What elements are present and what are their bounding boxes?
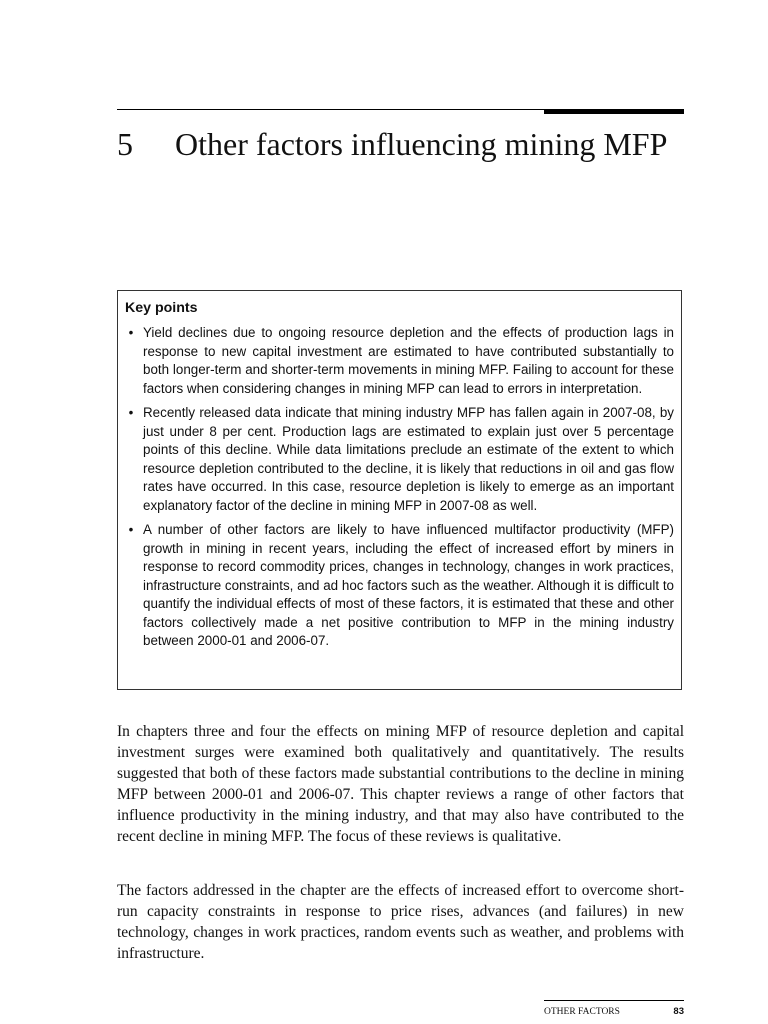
- page-number: 83: [673, 1006, 684, 1017]
- key-point-text: Recently released data indicate that mining industry MFP has fallen again in 2007-08, by just under 8 per cent. Production lags are estimated to explain just over 5 percentage points of this decline. While data limitations preclude an estimate of the extent to which resource depletion contributed to the decline, it is likely that reductions in oil and gas flow rates have occurred. In this case, resource depletion is likely to emerge as an important explanatory factor of the decline in mining MFP in 2007-08 as well.: [143, 405, 674, 513]
- chapter-number: 5: [117, 126, 133, 162]
- chapter-title: Other factors influencing mining MFP: [175, 126, 668, 162]
- footer-section-title: OTHER FACTORS: [544, 1007, 620, 1017]
- key-point-item: [125, 404, 674, 515]
- header-rule: [117, 109, 544, 110]
- body-paragraph: The factors addressed in the chapter are the effects of increased effort to overcome short-run capacity constraints in response to price rises, advances (and failures) in new technology, changes in work practices, random events such as weather, and problems with infrastructure.: [117, 882, 684, 962]
- key-points-list: [125, 324, 674, 651]
- chapter-heading: [117, 126, 684, 162]
- bullet-icon: •: [128, 325, 134, 340]
- bullet-icon: •: [128, 405, 134, 420]
- key-point-item: [125, 521, 674, 651]
- header-rule-accent: [544, 109, 684, 114]
- bullet-icon: •: [128, 522, 134, 537]
- body-paragraph: In chapters three and four the effects on mining MFP of resource depletion and capital investment surges were examined both qualitatively and quantitatively. The results suggested that both of these factors made substantial contributions to the decline in mining MFP between 2000-01 and 2006-07. This chapter reviews a range of other factors that influence productivity in the mining industry, and that may also have contributed to the recent decline in mining MFP. The focus of these reviews is qualitative.: [117, 723, 684, 845]
- key-points-box: [117, 290, 682, 690]
- key-point-text: A number of other factors are likely to have influenced multifactor productivity (MFP) growth in mining in recent years, including the effect of increased effort by miners in response to record commodity prices, changes in technology, changes in work practices, infrastructure constraints, and ad hoc factors such as the weather. Although it is difficult to quantify the individual effects of most of these factors, it is estimated that these and other factors collectively made a net positive contribution to MFP in the mining industry between 2000-01 and 2006-07.: [143, 522, 674, 648]
- footer-rule: [544, 1000, 684, 1001]
- key-point-text: Yield declines due to ongoing resource depletion and the effects of production lags in response to new capital investment are estimated to have contributed substantially to both longer-term and shorter-term movements in mining MFP. Failing to account for these factors when considering changes in mining MFP can lead to errors in interpretation.: [143, 325, 674, 396]
- key-point-item: [125, 324, 674, 398]
- key-points-heading: Key points: [125, 300, 198, 316]
